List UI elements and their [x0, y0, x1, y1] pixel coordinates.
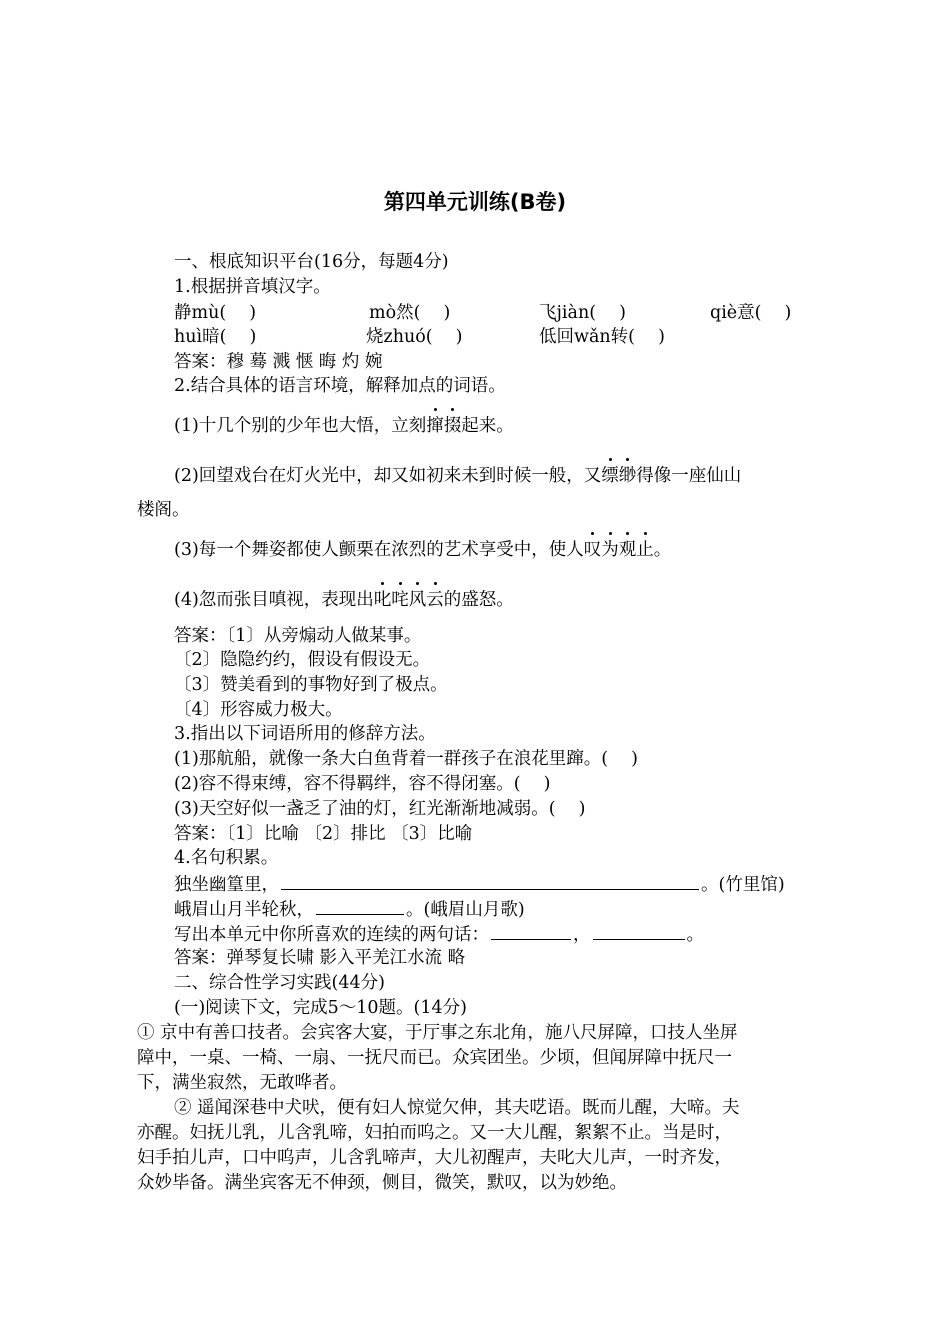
passage-line: ① 京中有善口技者。会宾客大宴，于厅事之东北角，施八尺屏障，口技人坐屏	[137, 1023, 738, 1043]
q2-answer: 〔2〕隐隐约约，假设有假设无。	[174, 650, 431, 670]
pinyin-item: 烧zhuó( )	[366, 327, 463, 347]
q4-line-2	[174, 896, 525, 922]
emphasized-char: 缥	[601, 466, 619, 486]
q4-text: 独坐幽篁里，	[174, 875, 279, 895]
q4-text: 。	[686, 925, 704, 945]
q2-answer: 答案：〔1〕从旁煽动人做某事。	[174, 626, 422, 646]
answer-blank[interactable]	[316, 896, 404, 915]
q2-stem: 2.结合具体的语言环境，解释加点的词语。	[174, 376, 506, 396]
emphasized-char: 掇	[443, 416, 462, 436]
q2-item-text: 的盛怒。	[443, 590, 514, 610]
q2-item-text: (1)十几个别的少年也大悟，立刻	[174, 416, 427, 436]
emphasized-char: 叹	[583, 540, 602, 560]
q2-item-text: (2)回望戏台在灯火光中，却又如初来未到时候一般，又	[174, 466, 602, 486]
q1-answer: 答案：穆 蓦 溅 惬 晦 灼 婉	[174, 352, 383, 372]
q3-answer: 答案：〔1〕比喻 〔2〕排比 〔3〕比喻	[174, 824, 473, 844]
q4-line-3	[174, 921, 704, 947]
pinyin-item: qiè意( )	[710, 303, 792, 323]
q3-stem: 3.指出以下词语所用的修辞方法。	[174, 724, 436, 744]
q2-item-text: 得像一座仙山	[636, 466, 742, 486]
q2-answer: 〔4〕形容威力极大。	[174, 700, 343, 720]
q2-item-4	[174, 588, 514, 612]
passage-line: 下，满坐寂然，无敢哗者。	[137, 1073, 347, 1093]
passage-line: 众妙毕备。满坐宾客无不伸颈，侧目，微笑，默叹，以为妙绝。	[137, 1173, 627, 1193]
emphasized-char: 撺	[426, 416, 444, 436]
pinyin-item: 低回wǎn转( )	[539, 327, 665, 347]
q3-item: (1)那航船，就像一条大白鱼背着一群孩子在浪花里蹿。( )	[174, 749, 639, 769]
passage-line: 障中，一桌、一椅、一扇、一抚尺而已。众宾团坐。少顷，但闻屏障中抚尺一	[137, 1048, 732, 1068]
passage-line: 亦醒。妇抚儿乳，儿含乳啼，妇拍而呜之。又一大儿醒，絮絮不止。当是时，	[137, 1123, 732, 1143]
emphasized-char: 缈	[618, 466, 637, 486]
q2-item-2	[174, 464, 741, 488]
q3-item: (2)容不得束缚，容不得羁绊，容不得闭塞。( )	[174, 774, 551, 794]
pinyin-item: 静mù( )	[174, 303, 257, 323]
q4-text: 。(竹里馆)	[701, 875, 785, 895]
q4-text: ，	[573, 925, 591, 945]
q4-text: 峨眉山月半轮秋，	[174, 900, 314, 920]
q2-item-text: 起来。	[461, 416, 514, 436]
emphasized-char: 风	[408, 590, 427, 610]
q2-item-text: 。	[653, 540, 672, 560]
q2-item-1	[174, 414, 514, 438]
answer-blank[interactable]	[491, 921, 571, 940]
passage-line: ② 遥闻深巷中犬吠，便有妇人惊觉欠伸，其夫呓语。既而儿醒，大啼。夫	[174, 1098, 740, 1118]
answer-blank[interactable]	[281, 871, 699, 890]
q3-item: (3)天空好似一盏乏了油的灯，红光渐渐地减弱。( )	[174, 799, 586, 819]
section-one-heading: 一、根底知识平台(16分，每题4分)	[174, 252, 449, 272]
emphasized-char: 止	[636, 540, 654, 560]
emphasized-char: 为	[601, 540, 619, 560]
emphasized-char: 咤	[391, 590, 409, 610]
q4-text: 。(峨眉山月歌)	[406, 900, 525, 920]
passage-line: 妇手拍儿声，口中呜声，儿含乳啼声，大儿初醒声，夫叱大儿声，一时齐发，	[137, 1148, 732, 1168]
q4-text: 写出本单元中你所喜欢的连续的两句话：	[174, 925, 489, 945]
q2-item-text: (4)忽而张目嗔视，表现出	[174, 590, 374, 610]
q4-stem: 4.名句积累。	[174, 848, 279, 868]
page-title: 第四单元训练(B卷)	[383, 190, 567, 214]
q2-answer: 〔3〕赞美看到的事物好到了极点。	[174, 675, 448, 695]
q2-item-2-cont: 楼阁。	[137, 500, 190, 520]
section-two-subheading: (一)阅读下文，完成5～10题。(14分)	[174, 998, 467, 1018]
emphasized-char: 观	[618, 540, 637, 560]
pinyin-item: huì暗( )	[174, 327, 257, 347]
pinyin-item: mò然( )	[369, 303, 451, 323]
pinyin-item: 飞jiàn( )	[539, 303, 626, 323]
q4-answer: 答案：弹琴复长啸 影入平羌江水流 略	[174, 948, 466, 968]
q1-stem: 1.根据拼音填汉字。	[174, 277, 331, 297]
answer-blank[interactable]	[593, 921, 685, 940]
emphasized-char: 叱	[373, 590, 392, 610]
q2-item-3	[174, 538, 671, 562]
section-two-heading: 二、综合性学习实践(44分)	[174, 973, 385, 993]
q4-line-1	[174, 871, 785, 897]
emphasized-char: 云	[426, 590, 444, 610]
q2-item-text: (3)每一个舞姿都使人颤栗在浓烈的艺术享受中，使人	[174, 540, 584, 560]
